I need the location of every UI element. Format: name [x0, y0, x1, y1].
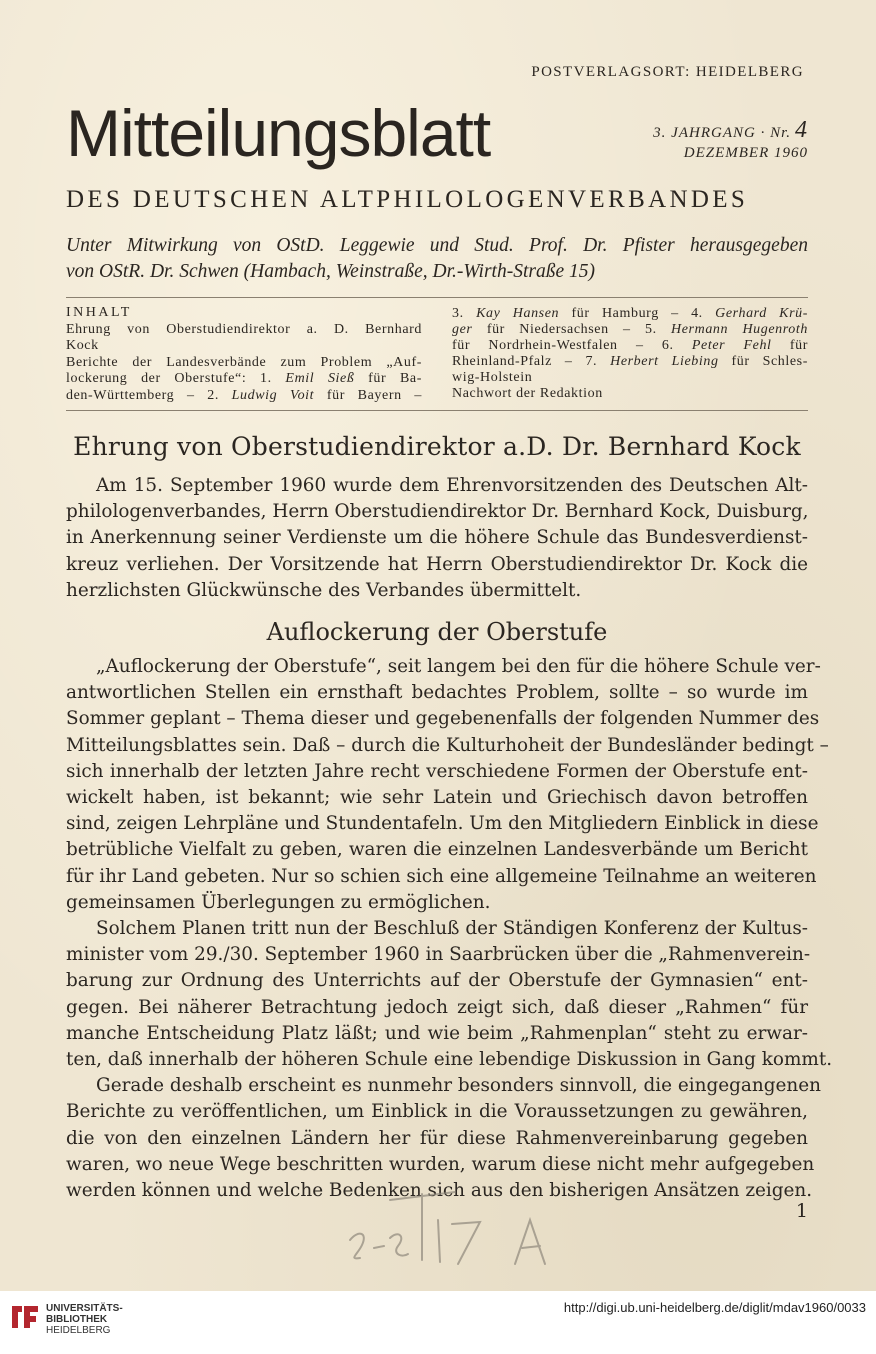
toc-entry: lockerung der Oberstufe“: 1. Emil Sieß für Ba- [66, 371, 422, 386]
university-library-logo-icon[interactable] [8, 1300, 42, 1334]
toc-author: Ludwig Voit [231, 387, 315, 403]
editors-line: von OStR. Dr. Schwen (Hambach, Weinstraße, Dr.-Wirth-Straße 15) [66, 261, 595, 282]
text-line: waren, wo neue Wege beschritten wurden, warum diese nicht mehr aufgegeben [66, 1153, 815, 1175]
page-number: 1 [795, 1200, 808, 1222]
text-line: wickelt haben, ist bekannt; wie sehr Latein und Griechisch davon betroffen [66, 787, 808, 809]
toc-right-column [452, 306, 808, 402]
toc-entry: Rheinland-Pfalz – 7. Herbert Liebing für Schles- [452, 354, 808, 369]
text-line: Am 15. September 1960 wurde dem Ehrenvorsitzenden des Deutschen Alt- [96, 475, 808, 496]
editors-note [66, 233, 808, 285]
publisher-subtitle: DES DEUTSCHEN ALTPHILOLOGENVERBANDES [66, 186, 749, 213]
text-line: gegen. Bei näherer Betrachtung jedoch zeigt sich, daß dieser „Rahmen“ für [66, 996, 808, 1018]
toc-author: Hermann Hugenroth [671, 322, 808, 337]
issue-line [653, 117, 808, 143]
library-name[interactable]: UNIVERSITÄTS- BIBLIOTHEK HEIDELBERG [46, 1303, 123, 1336]
text-line: Mitteilungsblattes sein. Daß – durch die Kulturhoheit der Bundesländer bedingt – [66, 734, 829, 756]
text-line: betrübliche Vielfalt zu geben, waren die einzelnen Landesverbände um Bericht [66, 839, 808, 861]
toc-entry: Ehrung von Oberstudiendirektor a. D. Bernhard [66, 321, 422, 337]
toc-entry: den-Württemberg – 2. Ludwig Voit für Bayern – [66, 387, 422, 403]
toc-author: Kay Hansen [476, 306, 560, 321]
source-url-link[interactable]: http://digi.ub.uni-heidelberg.de/diglit/mdav1960/0033 [563, 1300, 866, 1315]
text-line: gemeinsamen Überlegungen zu ermöglichen. [66, 891, 491, 913]
divider [66, 410, 808, 411]
issue-number: 4 [795, 117, 808, 143]
divider [66, 297, 808, 298]
text-line: „Auflockerung der Oberstufe“, seit langem bei den für die höhere Schule ver- [96, 656, 821, 677]
text-line: Berichte zu veröffentlichen, um Einblick in die Voraussetzungen zu gewähren, [66, 1101, 808, 1123]
article-body-ehrung [66, 473, 808, 604]
text-line: ten, daß innerhalb der höheren Schule eine lebendige Diskussion in Gang kommt. [66, 1049, 833, 1071]
text-line: manche Entscheidung Platz läßt; und wie beim „Rahmenplan“ steht zu erwar- [66, 1022, 808, 1044]
issue-label: 3. JAHRGANG · Nr. [653, 125, 791, 141]
text-line: minister vom 29./30. September 1960 in Saarbrücken über die „Rahmenverein- [66, 944, 811, 966]
text-line: herzlichsten Glückwünsche des Verbandes übermittelt. [66, 579, 582, 601]
toc-author: Emil Sieß [285, 371, 355, 386]
text-line: antwortlichen Stellen ein ernsthaft bedachtes Problem, sollte – so wurde im [66, 682, 808, 704]
pencil-shelfmark-icon [340, 1180, 590, 1275]
issue-date: DEZEMBER 1960 [683, 145, 808, 161]
text-line: sich innerhalb der letzten Jahre recht verschiedene Formen der Oberstufe ent- [66, 760, 808, 782]
editors-line: Unter Mitwirkung von OStD. Leggewie und Stud. Prof. Dr. Pfister herausgegeben [66, 235, 808, 256]
text-line: sind, zeigen Lehrpläne und Stundentafeln. Um den Mitgliedern Einblick in diese [66, 813, 819, 835]
text-line: werden können und welche Bedenken sich aus den bisherigen Ansätzen zeigen. [66, 1180, 813, 1202]
article-title-auflockerung: Auflockerung der Oberstufe [266, 618, 608, 646]
toc-entry: für Nordrhein-Westfalen – 6. Peter Fehl für [452, 338, 808, 353]
toc-entry: ger für Niedersachsen – 5. Hermann Hugenroth [452, 322, 808, 337]
toc-entry: Kock [66, 338, 99, 353]
toc-author: Peter Fehl [691, 338, 772, 353]
toc-heading: INHALT [66, 305, 132, 320]
text-line: in Anerkennung seiner Verdienste um die höhere Schule das Bundesverdienst- [66, 527, 808, 549]
toc-entry: Nachwort der Redaktion [452, 386, 603, 401]
text-line: Solchem Planen tritt nun der Beschluß der Ständigen Konferenz der Kultus- [96, 918, 808, 940]
toc-entry: wig-Holstein [452, 370, 533, 385]
toc-author: Herbert Liebing [610, 354, 719, 369]
toc-left-column [66, 305, 422, 404]
article-title-ehrung: Ehrung von Oberstudiendirektor a.D. Dr. Bernhard Kock [73, 432, 801, 461]
text-line: Gerade deshalb erscheint es nunmehr besonders sinnvoll, die eingegangenen [96, 1075, 821, 1097]
toc-entry: 3. Kay Hansen für Hamburg – 4. Gerhard Krü- [452, 306, 808, 321]
text-line: philologenverbandes, Herrn Oberstudiendirektor Dr. Bernhard Kock, Duisburg, [66, 501, 809, 523]
toc-entry: Berichte der Landesverbände zum Problem „Auf- [66, 354, 422, 370]
text-line: kreuz verliehen. Der Vorsitzende hat Herrn Oberstudiendirektor Dr. Kock die [66, 553, 808, 575]
article-body-auflockerung [66, 654, 833, 1204]
text-line: Sommer geplant – Thema dieser und gegebenenfalls der folgenden Nummer des [66, 708, 820, 730]
toc-author: Gerhard Krü- [715, 306, 808, 321]
issue-info [653, 117, 808, 163]
masthead-title: Mitteilungsblatt [66, 96, 491, 170]
postal-location: POSTVERLAGSORT: HEIDELBERG [531, 64, 804, 80]
text-line: barung zur Ordnung des Unterrichts auf der Oberstufe der Gymnasien“ ent- [66, 970, 808, 992]
text-line: für ihr Land gebeten. Nur so schien sich eine allgemeine Teilnahme an weiteren [66, 865, 817, 887]
text-line: die von den einzelnen Ländern her für diese Rahmenvereinbarung gegeben [66, 1127, 808, 1149]
